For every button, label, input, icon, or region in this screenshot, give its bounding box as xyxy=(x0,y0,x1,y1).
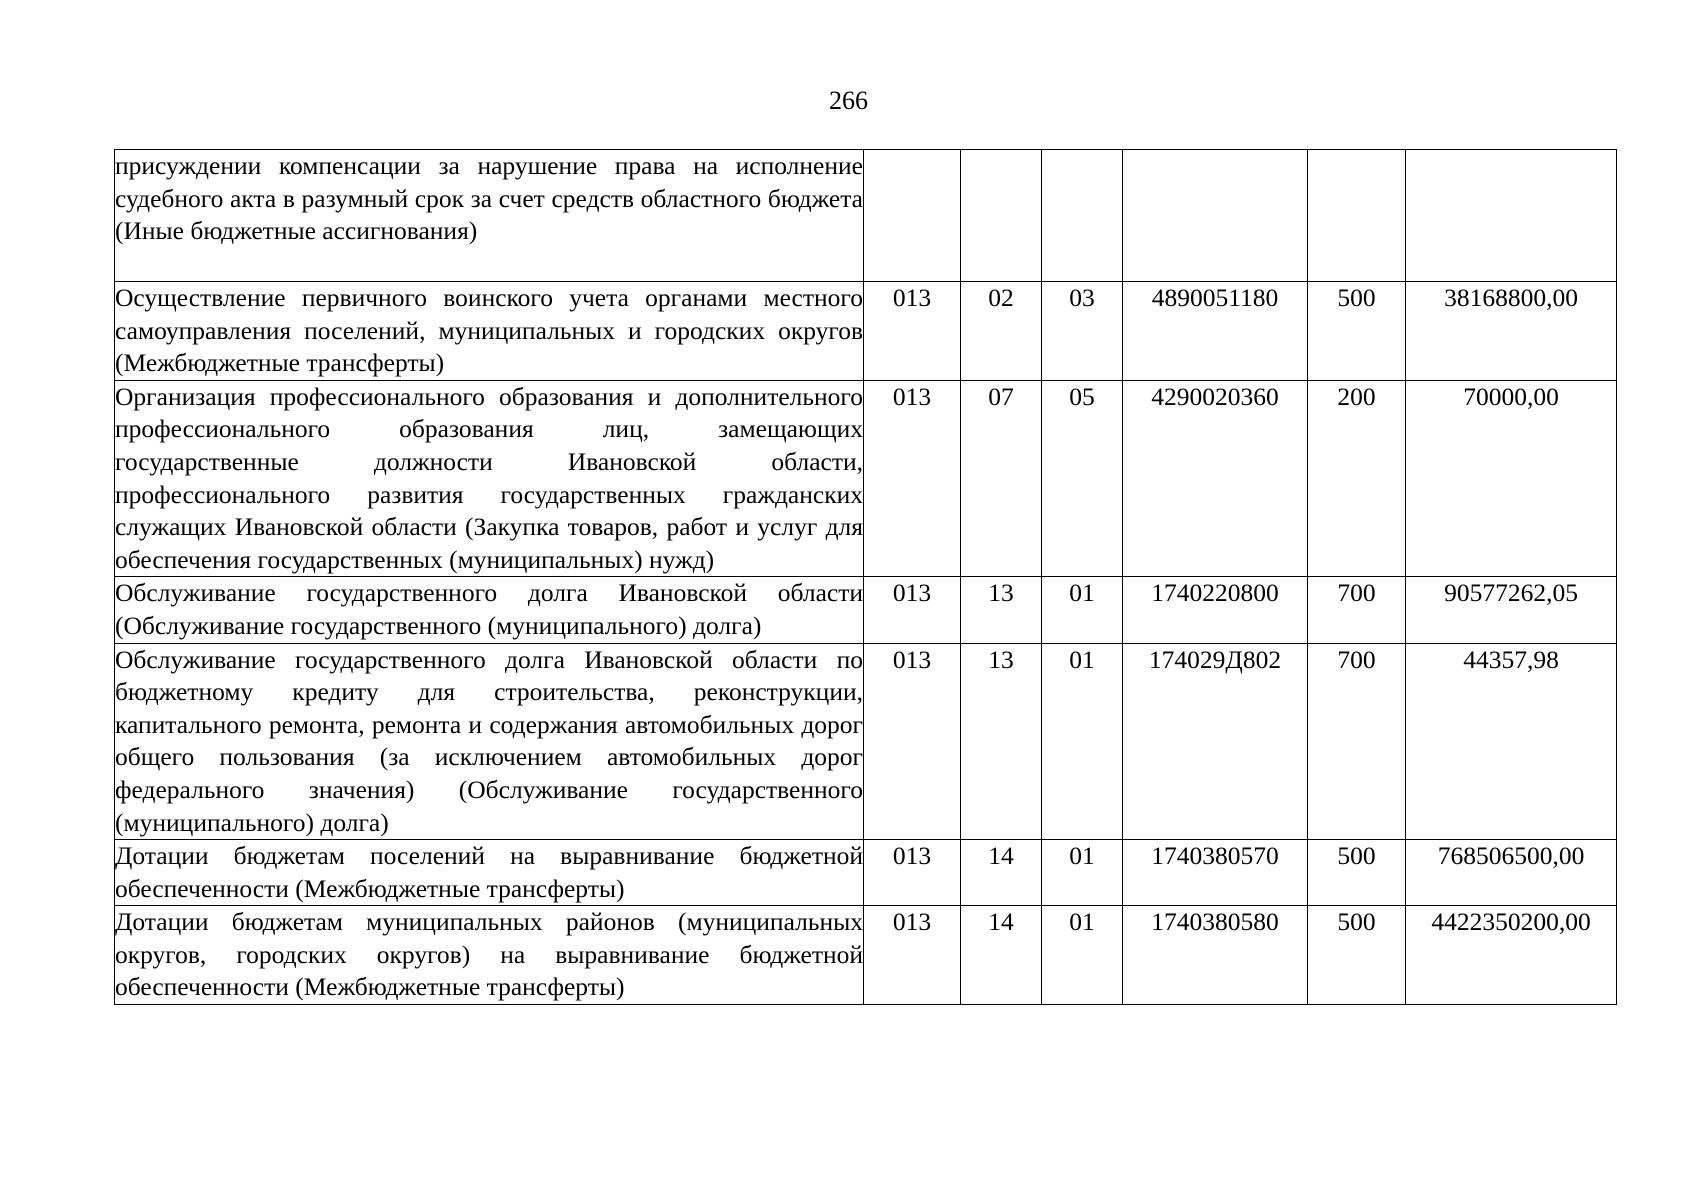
expense-type-code: 700 xyxy=(1308,577,1406,643)
expense-type-code xyxy=(1308,150,1406,282)
ministry-code: 013 xyxy=(864,282,961,381)
expense-description: Дотации бюджетам муниципальных районов (муниципальных округов, городских округов) на выравнивание бюджетной обеспеченности (Межбюджетные трансферты) xyxy=(115,906,864,1005)
subsection-code: 05 xyxy=(1042,380,1123,577)
ministry-code xyxy=(864,150,961,282)
table-row xyxy=(115,150,1617,282)
budget-table xyxy=(114,149,1617,1005)
target-article-code: 1740380580 xyxy=(1123,906,1308,1005)
target-article-code: 4290020360 xyxy=(1123,380,1308,577)
table-row xyxy=(115,840,1617,906)
amount xyxy=(1406,150,1617,282)
section-code: 14 xyxy=(961,840,1042,906)
amount: 4422350200,00 xyxy=(1406,906,1617,1005)
subsection-code: 03 xyxy=(1042,282,1123,381)
ministry-code: 013 xyxy=(864,643,961,840)
target-article-code: 1740220800 xyxy=(1123,577,1308,643)
expense-type-code: 500 xyxy=(1308,282,1406,381)
amount: 70000,00 xyxy=(1406,380,1617,577)
subsection-code: 01 xyxy=(1042,577,1123,643)
expense-description: Осуществление первичного воинского учета органами местного самоуправления поселений, муниципальных и городских округов (Межбюджетные трансферты) xyxy=(115,282,864,381)
ministry-code: 013 xyxy=(864,577,961,643)
expense-description: Организация профессионального образования и дополнительного профессионального образования лиц, замещающих государственные должности Ивановской области, профессионального развития государственных гражданских служащих Ивановской области (Закупка товаров, работ и услуг для обеспечения государственных (муниципальных) нужд) xyxy=(115,380,864,577)
ministry-code: 013 xyxy=(864,906,961,1005)
subsection-code: 01 xyxy=(1042,840,1123,906)
table-row xyxy=(115,282,1617,381)
amount: 38168800,00 xyxy=(1406,282,1617,381)
table-row xyxy=(115,906,1617,1005)
table-row xyxy=(115,380,1617,577)
ministry-code: 013 xyxy=(864,840,961,906)
subsection-code: 01 xyxy=(1042,643,1123,840)
amount: 90577262,05 xyxy=(1406,577,1617,643)
section-code: 07 xyxy=(961,380,1042,577)
section-code: 14 xyxy=(961,906,1042,1005)
section-code xyxy=(961,150,1042,282)
expense-type-code: 500 xyxy=(1308,840,1406,906)
section-code: 02 xyxy=(961,282,1042,381)
section-code: 13 xyxy=(961,643,1042,840)
expense-description: Обслуживание государственного долга Ивановской области по бюджетному кредиту для строительства, реконструкции, капитального ремонта, ремонта и содержания автомобильных дорог общего пользования (за исключением автомобильных дорог федерального значения) (Обслуживание государственного (муниципального) долга) xyxy=(115,643,864,840)
amount: 768506500,00 xyxy=(1406,840,1617,906)
expense-description: Дотации бюджетам поселений на выравнивание бюджетной обеспеченности (Межбюджетные трансферты) xyxy=(115,840,864,906)
target-article-code: 174029Д802 xyxy=(1123,643,1308,840)
expense-type-code: 200 xyxy=(1308,380,1406,577)
expense-type-code: 700 xyxy=(1308,643,1406,840)
target-article-code: 4890051180 xyxy=(1123,282,1308,381)
page-number: 266 xyxy=(829,86,868,115)
target-article-code: 1740380570 xyxy=(1123,840,1308,906)
expense-description: присуждении компенсации за нарушение права на исполнение судебного акта в разумный срок за счет средств областного бюджета (Иные бюджетные ассигнования) xyxy=(115,150,864,282)
amount: 44357,98 xyxy=(1406,643,1617,840)
subsection-code xyxy=(1042,150,1123,282)
target-article-code xyxy=(1123,150,1308,282)
expense-description: Обслуживание государственного долга Ивановской области (Обслуживание государственного (муниципального) долга) xyxy=(115,577,864,643)
ministry-code: 013 xyxy=(864,380,961,577)
table-row xyxy=(115,577,1617,643)
subsection-code: 01 xyxy=(1042,906,1123,1005)
table-row xyxy=(115,643,1617,840)
expense-type-code: 500 xyxy=(1308,906,1406,1005)
section-code: 13 xyxy=(961,577,1042,643)
